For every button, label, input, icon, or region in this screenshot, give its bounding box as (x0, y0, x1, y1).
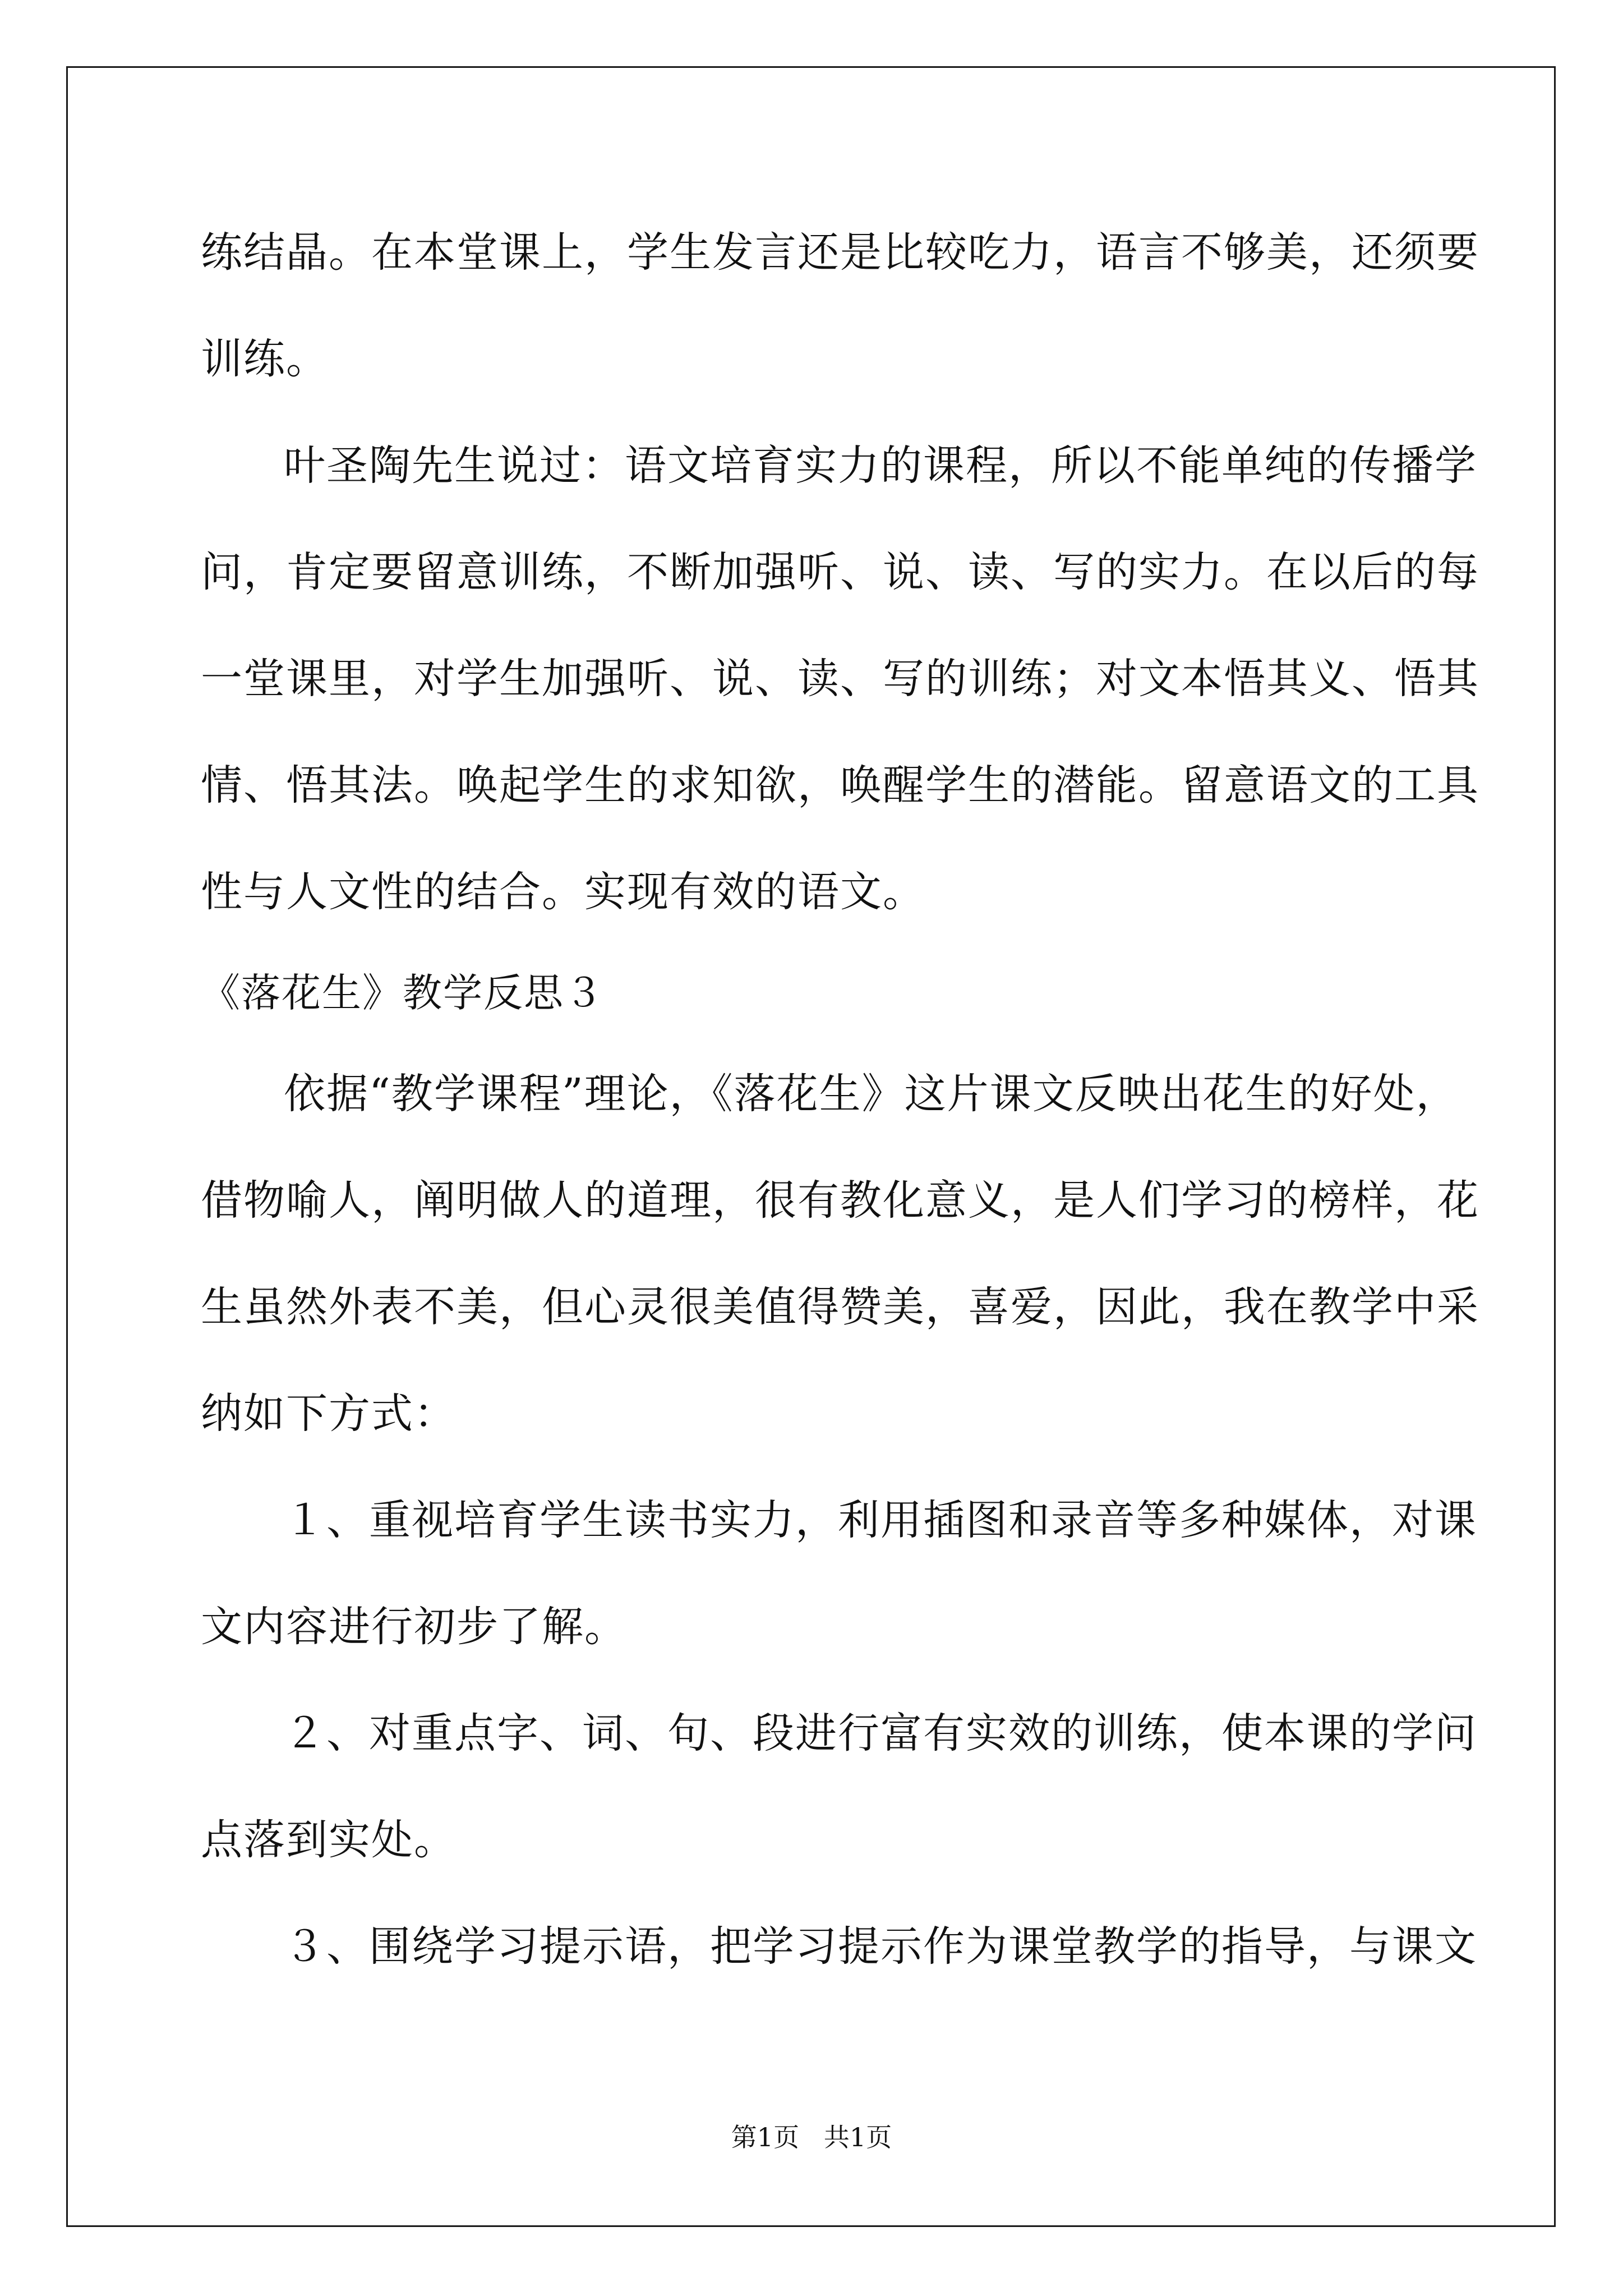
section-heading: 《落花生》教学反思３ (201, 970, 605, 1016)
body-line: 练结晶。在本堂课上，学生发言还是比较吃力，语言不够美，还须要 (201, 228, 1479, 277)
page-frame (66, 66, 1556, 2227)
page-footer: 第1页 共1页 (731, 2122, 892, 2152)
body-line: 训练。 (201, 335, 329, 383)
list-item-1: １、重视培育学生读书实力，利用插图和录音等多种媒体，对课 (284, 1496, 1477, 1544)
list-item-3: ３、围绕学习提示语，把学习提示作为课堂教学的指导，与课文 (284, 1922, 1477, 1971)
body-line: 文内容进行初步了解。 (201, 1603, 627, 1651)
paragraph-start: 叶圣陶先生说过：语文培育实力的课程，所以不能单纯的传播学 (284, 441, 1477, 490)
body-line: 一堂课里，对学生加强听、说、读、写的训练；对文本悟其义、悟其 (201, 655, 1479, 703)
body-line: 纳如下方式： (201, 1389, 457, 1438)
paragraph-start: 依据“教学课程”理论，《落花生》这片课文反映出花生的好处， (284, 1070, 1459, 1118)
body-line: 性与人文性的结合。实现有效的语文。 (201, 868, 925, 916)
body-line: 点落到实处。 (201, 1816, 457, 1864)
list-item-2: ２、对重点字、词、句、段进行富有实效的训练，使本课的学问 (284, 1709, 1477, 1757)
body-line: 问，肯定要留意训练，不断加强听、说、读、写的实力。在以后的每 (201, 548, 1479, 596)
body-line: 生虽然外表不美，但心灵很美值得赞美，喜爱，因此，我在教学中采 (201, 1283, 1479, 1331)
body-line: 借物喻人，阐明做人的道理，很有教化意义，是人们学习的榜样，花 (201, 1176, 1479, 1225)
body-line: 情、悟其法。唤起学生的求知欲，唤醒学生的潜能。留意语文的工具 (201, 761, 1479, 809)
